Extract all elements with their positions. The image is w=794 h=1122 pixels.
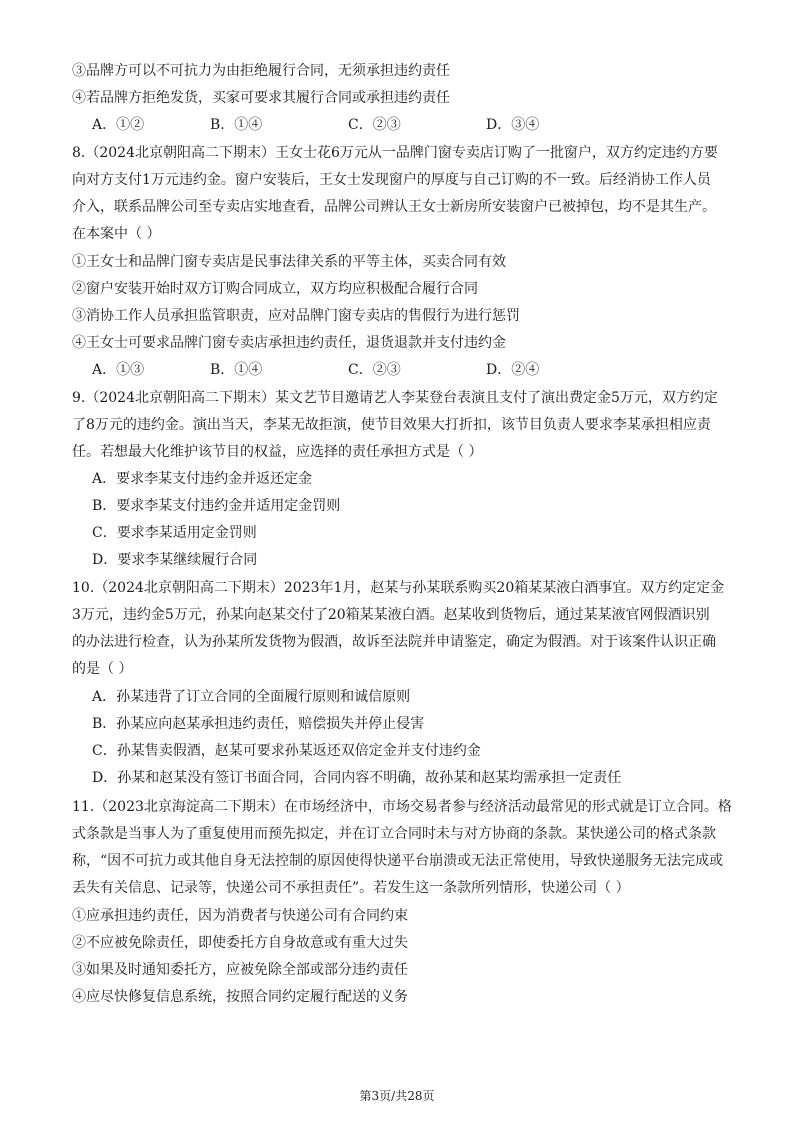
q10-option-d: D．孙某和赵某没有签订书面合同，合同内容不明确，故孙某和赵某均需承担一定责任 <box>92 770 622 786</box>
q11-statement-1: ①应承担违约责任，因为消费者与快递公司有合同约束 <box>72 908 408 924</box>
q7-option-a: A．①② <box>92 117 145 133</box>
q8-statement-4: ④王女士可要求品牌门窗专卖店承担违约责任，退货退款并支付违约金 <box>72 335 506 351</box>
q8-stem-line-3: 介入，联系品牌公司至专卖店实地查看，品牌公司辨认王女士新房所安装窗户已被掉包，均不是其生产。 <box>72 199 716 215</box>
q10-stem-line-3: 的办法进行检查，认为孙某所发货物为假酒，故诉至法院并申请鉴定，确定为假酒。对于该案件认识正确 <box>72 634 716 650</box>
q10-stem-line-4: 的是（ ） <box>72 661 133 677</box>
q8-option-d: D．②④ <box>486 362 540 378</box>
q11-stem-line-2: 式条款是当事人为了重复使用而预先拟定，并在订立合同时未与对方协商的条款。某快递公司的格式条款 <box>72 826 716 842</box>
q9-option-d: D．要求李某继续履行合同 <box>92 552 258 568</box>
q8-stem-line-1: 8.（2024北京朝阳高二下期末）王女士花6万元从一品牌门窗专卖店订购了一批窗户，双方约定违约方要 <box>72 145 718 161</box>
q7-statement-4: ④若品牌方拒绝发货，买家可要求其履行合同或承担违约责任 <box>72 90 450 106</box>
q11-statement-3: ③如果及时通知委托方，应被免除全部或部分违约责任 <box>72 962 408 978</box>
q8-statement-3: ③消协工作人员承担监管职责，应对品牌门窗专卖店的售假行为进行惩罚 <box>72 308 520 324</box>
q9-option-b: B．要求李某支付违约金并适用定金罚则 <box>92 498 341 514</box>
q7-option-d: D．③④ <box>486 117 540 133</box>
q11-stem-line-4: 丢失有关信息、记录等，快递公司不承担责任”。若发生这一条款所列情形，快递公司（ ） <box>72 880 630 896</box>
q9-stem-line-2: 了8万元的违约金。演出当天，李某无故拒演，使节目效果大打折扣，该节目负责人要求李某承担相应责 <box>72 417 711 433</box>
q11-statement-4: ④应尽快修复信息系统，按照合同约定履行配送的义务 <box>72 989 408 1005</box>
q9-stem-line-1: 9.（2024北京朝阳高二下期末）某文艺节目邀请艺人李某登台表演且支付了演出费定金5万元，双方约定 <box>72 390 718 406</box>
q9-stem-line-3: 任。若想最大化维护该节目的权益，应选择的责任承担方式是（ ） <box>72 444 483 460</box>
q10-option-c: C．孙某售卖假酒，赵某可要求孙某返还双倍定金并支付违约金 <box>92 743 481 759</box>
q10-option-b: B．孙某应向赵某承担违约责任，赔偿损失并停止侵害 <box>92 716 425 732</box>
q8-statement-2: ②窗户安装开始时双方订购合同成立，双方均应积极配合履行合同 <box>72 281 478 297</box>
q8-option-c: C．②③ <box>348 362 401 378</box>
q7-statement-3: ③品牌方可以不可抗力为由拒绝履行合同，无须承担违约责任 <box>72 63 450 79</box>
q11-stem-line-3: 称，“因不可抗力或其他自身无法控制的原因使得快递平台崩溃或无法正常使用，导致快递服务无法完成或 <box>72 853 724 869</box>
q10-stem-line-1: 10.（2024北京朝阳高二下期末）2023年1月，赵某与孙某联系购买20箱某某液白酒事宜。双方约定定金 <box>72 580 725 596</box>
q11-statement-2: ②不应被免除责任，即使委托方自身故意或有重大过失 <box>72 935 408 951</box>
q7-option-c: C．②③ <box>348 117 401 133</box>
q8-stem-line-2: 向对方支付1万元违约金。窗户安装后，王女士发现窗户的厚度与自己订购的不一致。后经消协工作人员 <box>72 172 711 188</box>
q10-stem-line-2: 3万元，违约金5万元，孙某向赵某交付了20箱某某液白酒。赵某收到货物后，通过某某液官网假酒识别 <box>72 607 710 623</box>
q8-statement-1: ①王女士和品牌门窗专卖店是民事法律关系的平等主体，买卖合同有效 <box>72 254 506 270</box>
q9-option-a: A．要求李某支付违约金并返还定金 <box>92 471 313 487</box>
q9-option-c: C．要求李某适用定金罚则 <box>92 525 257 541</box>
q8-option-b: B．①④ <box>210 362 263 378</box>
q8-stem-line-4: 在本案中（ ） <box>72 226 161 242</box>
q8-option-a: A．①③ <box>92 362 145 378</box>
q10-option-a: A．孙某违背了订立合同的全面履行原则和诚信原则 <box>92 689 411 705</box>
q7-option-b: B．①④ <box>210 117 263 133</box>
page-number-footer: 第3页/共28页 <box>359 1089 435 1103</box>
q11-stem-line-1: 11.（2023北京海淀高二下期末）在市场经济中，市场交易者参与经济活动最常见的形式就是订立合同。格 <box>72 799 732 815</box>
